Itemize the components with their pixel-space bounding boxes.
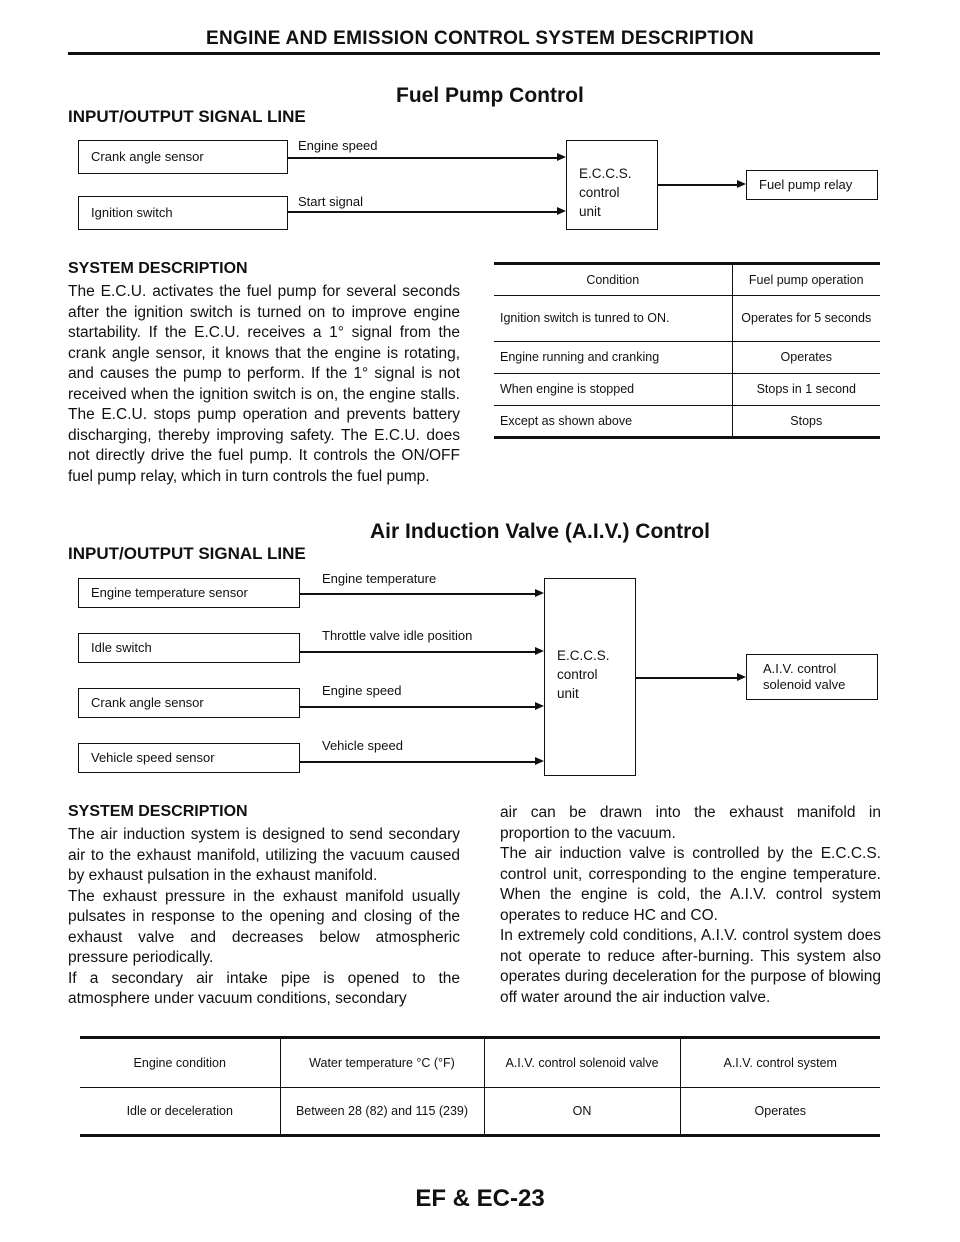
output-signal-line [636,677,738,679]
start-signal-line [288,211,558,213]
table-header-cell: Water temperature °C (°F) [280,1038,484,1088]
page-header-title: ENGINE AND EMISSION CONTROL SYSTEM DESCRIPTION [206,28,754,49]
aiv-control-solenoid-valve-box [746,654,878,700]
engine-speed-signal-line [288,157,558,159]
table-header-cell: A.I.V. control solenoid valve [484,1038,680,1088]
paragraph: The air induction system is designed to send secondary air to the exhaust manifold, utilizing the vacuum caused by exhaust pulsation in the exhaust manifold. [68,826,460,884]
arrow-icon [737,180,746,188]
table-cell: Between 28 (82) and 115 (239) [280,1088,484,1136]
aiv-eccs-control-unit-box [544,578,636,776]
solenoid-label-line: solenoid valve [763,677,846,692]
aiv-system-description-heading: SYSTEM DESCRIPTION [68,803,248,820]
arrow-icon [737,673,746,681]
ignition-switch-box: Ignition switch [78,196,288,230]
ecu-label-line: E.C.C.S. [579,166,632,181]
signal-line [300,593,536,595]
idle-switch-box: Idle switch [78,633,300,663]
table-cell: Stops in 1 second [732,374,880,406]
crank-angle-sensor-box: Crank angle sensor [78,688,300,718]
table-cell: Idle or deceleration [80,1088,280,1136]
table-cell: Except as shown above [494,406,732,438]
fuel-system-description-heading: SYSTEM DESCRIPTION [68,260,248,277]
engine-speed-signal-label: Engine speed [322,683,402,698]
ecu-label-line: unit [579,203,601,219]
ecu-label-line: E.C.C.S. [557,648,610,663]
table-cell: When engine is stopped [494,374,732,406]
table-header-cell: Condition [494,264,732,296]
table-row [494,296,880,342]
table-cell: ON [484,1088,680,1136]
table-cell: Ignition switch is tunred to ON. [494,296,732,342]
paragraph: If a secondary air intake pipe is opened to the atmosphere under vacuum conditions, secondary [68,969,460,1007]
arrow-icon [535,757,544,765]
table-header-row [80,1038,880,1088]
table-header-cell: Engine condition [80,1038,280,1088]
arrow-icon [557,153,566,161]
aiv-system-description-right [500,803,881,1008]
throttle-idle-position-signal-label: Throttle valve idle position [322,628,473,643]
table-cell: Engine running and cranking [494,342,732,374]
start-signal-label: Start signal [298,194,364,209]
ecu-label-line: unit [557,685,579,701]
table-row [494,374,880,406]
table-cell: Stops [732,406,880,438]
arrow-icon [535,647,544,655]
arrow-icon [535,589,544,597]
table-cell: Operates for 5 seconds [732,296,880,342]
ecu-label-line: control [579,184,620,200]
aiv-system-description-left [68,825,460,1010]
arrow-icon [535,702,544,710]
table-header-cell: Fuel pump operation [732,264,880,296]
table-row [494,406,880,438]
arrow-icon [557,207,566,215]
aiv-io-signal-label: INPUT/OUTPUT SIGNAL LINE [68,544,306,563]
paragraph: In extremely cold conditions, A.I.V. control system does not operate to reduce after-burning. This system also operates during deceleration for the purpose of blowing off water around the air induction valve. [500,927,881,1006]
table-row [80,1088,880,1136]
header-rule [68,52,880,55]
table-row [494,342,880,374]
paragraph: air can be drawn into the exhaust manifold in proportion to the vacuum. [500,804,881,842]
fuel-io-signal-label: INPUT/OUTPUT SIGNAL LINE [68,107,306,126]
table-cell: Operates [680,1088,880,1136]
engine-speed-signal-label: Engine speed [298,138,378,153]
table-cell: Operates [732,342,880,374]
table-header-cell: A.I.V. control system [680,1038,880,1088]
vehicle-speed-signal-label: Vehicle speed [322,738,403,753]
fuel-pump-relay-box: Fuel pump relay [746,170,878,200]
paragraph: The air induction valve is controlled by the E.C.C.S. control unit, corresponding to the engine temperature. When the engine is cold, the A.I.V. control system operates to reduce HC and CO. [500,845,881,924]
signal-line [300,761,536,763]
relay-signal-line [658,184,738,186]
aiv-section-title: Air Induction Valve (A.I.V.) Control [370,520,710,543]
vehicle-speed-sensor-box: Vehicle speed sensor [78,743,300,773]
fuel-eccs-control-unit-box [566,140,658,230]
crank-angle-sensor-box: Crank angle sensor [78,140,288,174]
solenoid-label-line: A.I.V. control [763,660,837,676]
ecu-label-line: control [557,666,598,682]
paragraph: The exhaust pressure in the exhaust manifold usually pulsates in response to the opening and closing of the exhaust valve and decreases below atmospheric pressure periodically. [68,887,460,966]
page-number: EF & EC-23 [415,1185,545,1212]
fuel-pump-operation-table [494,262,880,439]
table-header-row [494,264,880,296]
aiv-condition-table [80,1036,880,1137]
fuel-pump-section-title: Fuel Pump Control [396,84,584,107]
signal-line [300,651,536,653]
engine-temperature-signal-label: Engine temperature [322,571,437,586]
signal-line [300,706,536,708]
fuel-system-description-text: The E.C.U. activates the fuel pump for several seconds after the ignition switch is turned on to improve engine startability. If the E.C.U. receives a 1° signal from the crank angle sensor, it knows that the engine is rotating, and causes the pump to perform. If the 1° signal is not received when the ignition switch is on, the engine stalls. The E.C.U. stops pump operation and prevents battery discharging, thereby improving safety. The E.C.U. does not directly drive the fuel pump. It controls the ON/OFF fuel pump relay, which in turn controls the fuel pump. [68,283,460,485]
engine-temperature-sensor-box: Engine temperature sensor [78,578,300,608]
